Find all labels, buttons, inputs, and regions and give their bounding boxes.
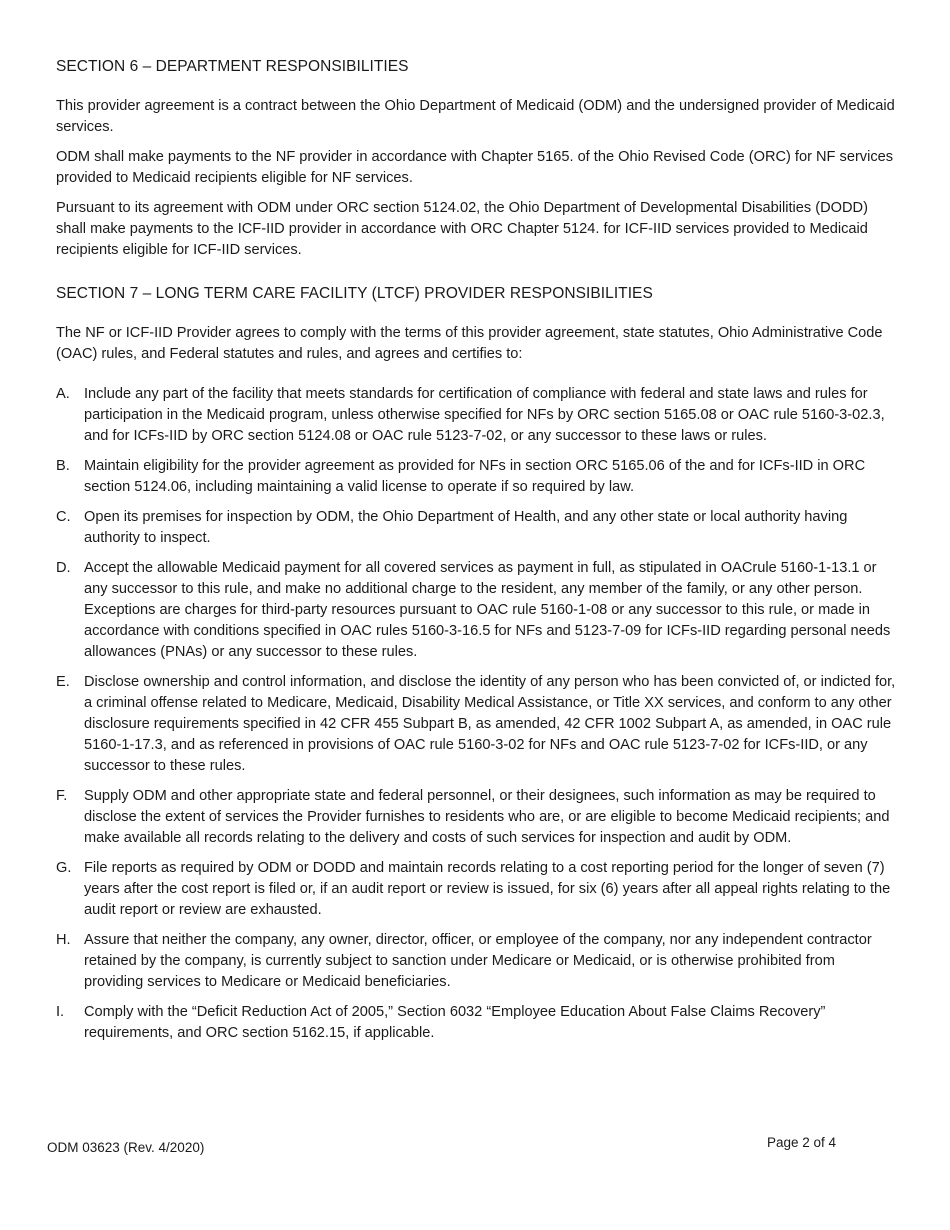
list-item	[56, 384, 898, 447]
list-item-letter: D.	[56, 560, 71, 576]
section-6-heading: SECTION 6 – DEPARTMENT RESPONSIBILITIES	[56, 58, 409, 75]
section-6-paragraph: ODM shall make payments to the NF provider in accordance with Chapter 5165. of the Ohio Revised Code (ORC) for NF services provided to Medicaid recipients eligible for NF services.	[56, 149, 894, 186]
list-item-text: Disclose ownership and control information, and disclose the identity of any person who has been convicted of, or indicted for, a criminal offense related to Medicare, Medicaid, Disability Medical Assistance, or Title XX services, and conform to any other disclosure requirements specified in 42 CFR 455 Subpart B, as amended, 42 CFR 1002 Subpart A, as amended, in OAC rule 5160-1-17.3, and as referenced in provisions of OAC rule 5160-3-02 for NFs and OAC rule 5123-7-02 for ICFs-IID, or any successor to these rules.	[84, 674, 896, 774]
section-6-paragraph: Pursuant to its agreement with ODM under ORC section 5124.02, the Ohio Department of Developmental Disabilities (DODD) shall make payments to the ICF-IID provider in accordance with ORC Chapter 5124. for ICF-IID services provided to Medicaid recipients eligible for ICF-IID services.	[56, 200, 868, 258]
list-item-letter: A.	[56, 386, 70, 402]
list-item-letter: H.	[56, 932, 71, 948]
list-item-text: Accept the allowable Medicaid payment for all covered services as payment in full, as stipulated in OACrule 5160-1-13.1 or any successor to this rule, and make no additional charge to the resident, any member of the family, or any other person. Exceptions are charges for third-party resources pursuant to OAC rule 5160-1-08 or any successor to this rule, or made in accordance with conditions specified in OAC rules 5160-3-16.5 for NFs and 5123-7-09 for ICFs-IID regarding personal needs allowances (PNAs) or any successor to these rules.	[84, 560, 891, 660]
section-6	[56, 58, 898, 261]
list-item	[56, 858, 898, 921]
list-item	[56, 786, 898, 849]
list-item	[56, 507, 898, 549]
page-number: Page 2 of 4	[767, 1135, 837, 1150]
list-item	[56, 672, 898, 777]
section-6-paragraph: This provider agreement is a contract between the Ohio Department of Medicaid (ODM) and the undersigned provider of Medicaid services.	[56, 98, 895, 135]
list-item-text: Supply ODM and other appropriate state and federal personnel, or their designees, such information as may be required to disclose the extent of services the Provider furnishes to residents who are, or are eligible to become Medicaid recipients; and make available all records relating to the delivery and costs of such services for inspection and audit by ODM.	[84, 788, 890, 846]
section-7-heading: SECTION 7 – LONG TERM CARE FACILITY (LTCF) PROVIDER RESPONSIBILITIES	[56, 285, 653, 302]
list-item-letter: C.	[56, 509, 71, 525]
list-item-letter: I.	[56, 1004, 65, 1020]
list-item-text: Include any part of the facility that meets standards for certification of compliance with federal and state laws and rules for participation in the Medicaid program, unless otherwise specified for NFs by ORC section 5165.08 or OAC rule 5160-3-02.3, and for ICFs-IID by ORC section 5124.08 or OAC rule 5123-7-02, or any successor to these laws or rules.	[84, 386, 885, 444]
list-item-text: Maintain eligibility for the provider agreement as provided for NFs in section ORC 5165.06 of the and for ICFs-IID in ORC section 5124.06, including maintaining a valid license to operate if so required by law.	[84, 458, 866, 495]
list-item	[56, 1002, 898, 1044]
form-id: ODM 03623 (Rev. 4/2020)	[47, 1140, 205, 1155]
list-item-text: Open its premises for inspection by ODM, the Ohio Department of Health, and any other state or local authority having authority to inspect.	[84, 509, 848, 546]
list-item	[56, 930, 898, 993]
list-item-letter: E.	[56, 674, 70, 690]
list-item	[56, 558, 898, 663]
list-item-letter: G.	[56, 860, 72, 876]
list-item-text: Comply with the “Deficit Reduction Act of 2005,” Section 6032 “Employee Education About False Claims Recovery” requirements, and ORC section 5162.15, if applicable.	[84, 1004, 826, 1041]
section-7-intro: The NF or ICF-IID Provider agrees to comply with the terms of this provider agreement, state statutes, Ohio Administrative Code (OAC) rules, and Federal statutes and rules, and agrees and certifies to:	[56, 325, 883, 362]
list-item-text: File reports as required by ODM or DODD and maintain records relating to a cost reporting period for the longer of seven (7) years after the cost report is filed or, if an audit report or review is issued, for six (6) years after all appeal rights relating to the audit report or review are exhausted.	[84, 860, 891, 918]
list-item-letter: F.	[56, 788, 68, 804]
document-page	[56, 58, 898, 1053]
list-item-text: Assure that neither the company, any owner, director, officer, or employee of the company, nor any independent contractor retained by the company, is currently subject to sanction under Medicare or Medicaid, or is otherwise prohibited from providing services to Medicare or Medicaid beneficiaries.	[84, 932, 872, 990]
responsibilities-list	[56, 384, 898, 1044]
list-item-letter: B.	[56, 458, 70, 474]
list-item	[56, 456, 898, 498]
section-7	[56, 285, 898, 1044]
